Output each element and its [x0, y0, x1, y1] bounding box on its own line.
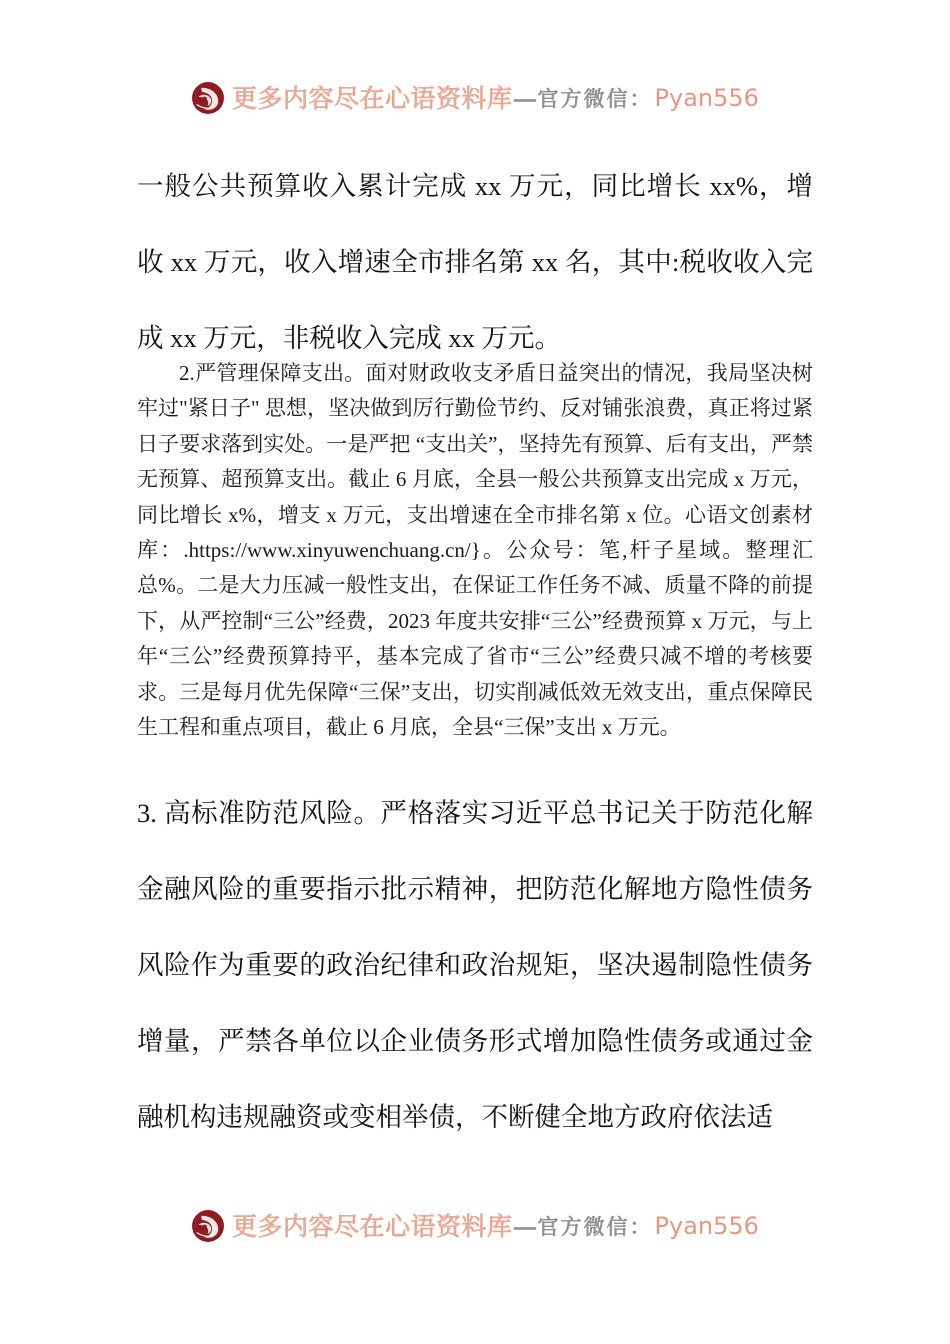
- body-paragraph-2: 2.严管理保障支出。面对财政收支矛盾日益突出的情况，我局坚决树牢过"紧日子" 思想，坚决做到厉行勤俭节约、反对铺张浪费，真正将过紧日子要求落到实处。一是严把 “支出关”，坚持先有预算、后有支出，严禁无预算、超预算支出。截止 6 月底，全县一般公共预算支出完成 x 万元，同比增长 x%，增支 x 万元，支出增速在全市排名第 x 位。心语文创素材库：.https://www.xinyuwenchuang.cn/}。公众号：笔,杆子星域。整理汇总%。二是大力压减一般性支出，在保证工作任务不减、质量不降的前提下，从严控制“三公”经费，2023 年度共安排“三公”经费预算 x 万元，与上年“三公”经费预算持平，基本完成了省市“三公”经费只减不增的考核要求。三是每月优先保障“三保”支出，切实削减低效无效支出，重点保障民生工程和重点项目，截止 6 月底，全县“三保”支出 x 万元。: [137, 361, 813, 740]
- watermark-dash: —: [512, 1211, 538, 1241]
- watermark-brand-text: 更多内容尽在心语资料库: [232, 83, 513, 113]
- watermark-wechat-label: 官方微信：: [537, 85, 653, 111]
- watermark-brand-text: 更多内容尽在心语资料库: [232, 1211, 513, 1241]
- header-watermark: [0, 81, 950, 115]
- body-paragraph-1: 一般公共预算收入累计完成 xx 万元，同比增长 xx%，增收 xx 万元，收入增速全市排名第 xx 名，其中:税收收入完成 xx 万元，非税收入完成 xx 万元。: [137, 171, 813, 353]
- body-paragraph-3: 3. 高标准防范风险。严格落实习近平总书记关于防范化解金融风险的重要指示批示精神，把防范化解地方隐性债务风险作为重要的政治纪律和政治规矩，坚决遏制隐性债务增量，严禁各单位以企业债务形式增加隐性债务或通过金融机构违规融资或变相举债，不断健全地方政府依法适: [137, 798, 813, 1132]
- body-paragraph-3-block: [137, 775, 813, 1155]
- footer-watermark: [0, 1209, 950, 1243]
- body-paragraph-1-block: [137, 148, 813, 376]
- watermark-wechat-label: 官方微信：: [537, 1213, 653, 1239]
- watermark-dash: —: [512, 83, 538, 113]
- circular-seal-logo-icon: [191, 1209, 225, 1243]
- body-paragraph-2-block: [137, 356, 813, 745]
- watermark-wechat-id: Pyan556: [654, 84, 759, 112]
- watermark-wechat-id: Pyan556: [654, 1212, 759, 1240]
- circular-seal-logo-icon: [191, 81, 225, 115]
